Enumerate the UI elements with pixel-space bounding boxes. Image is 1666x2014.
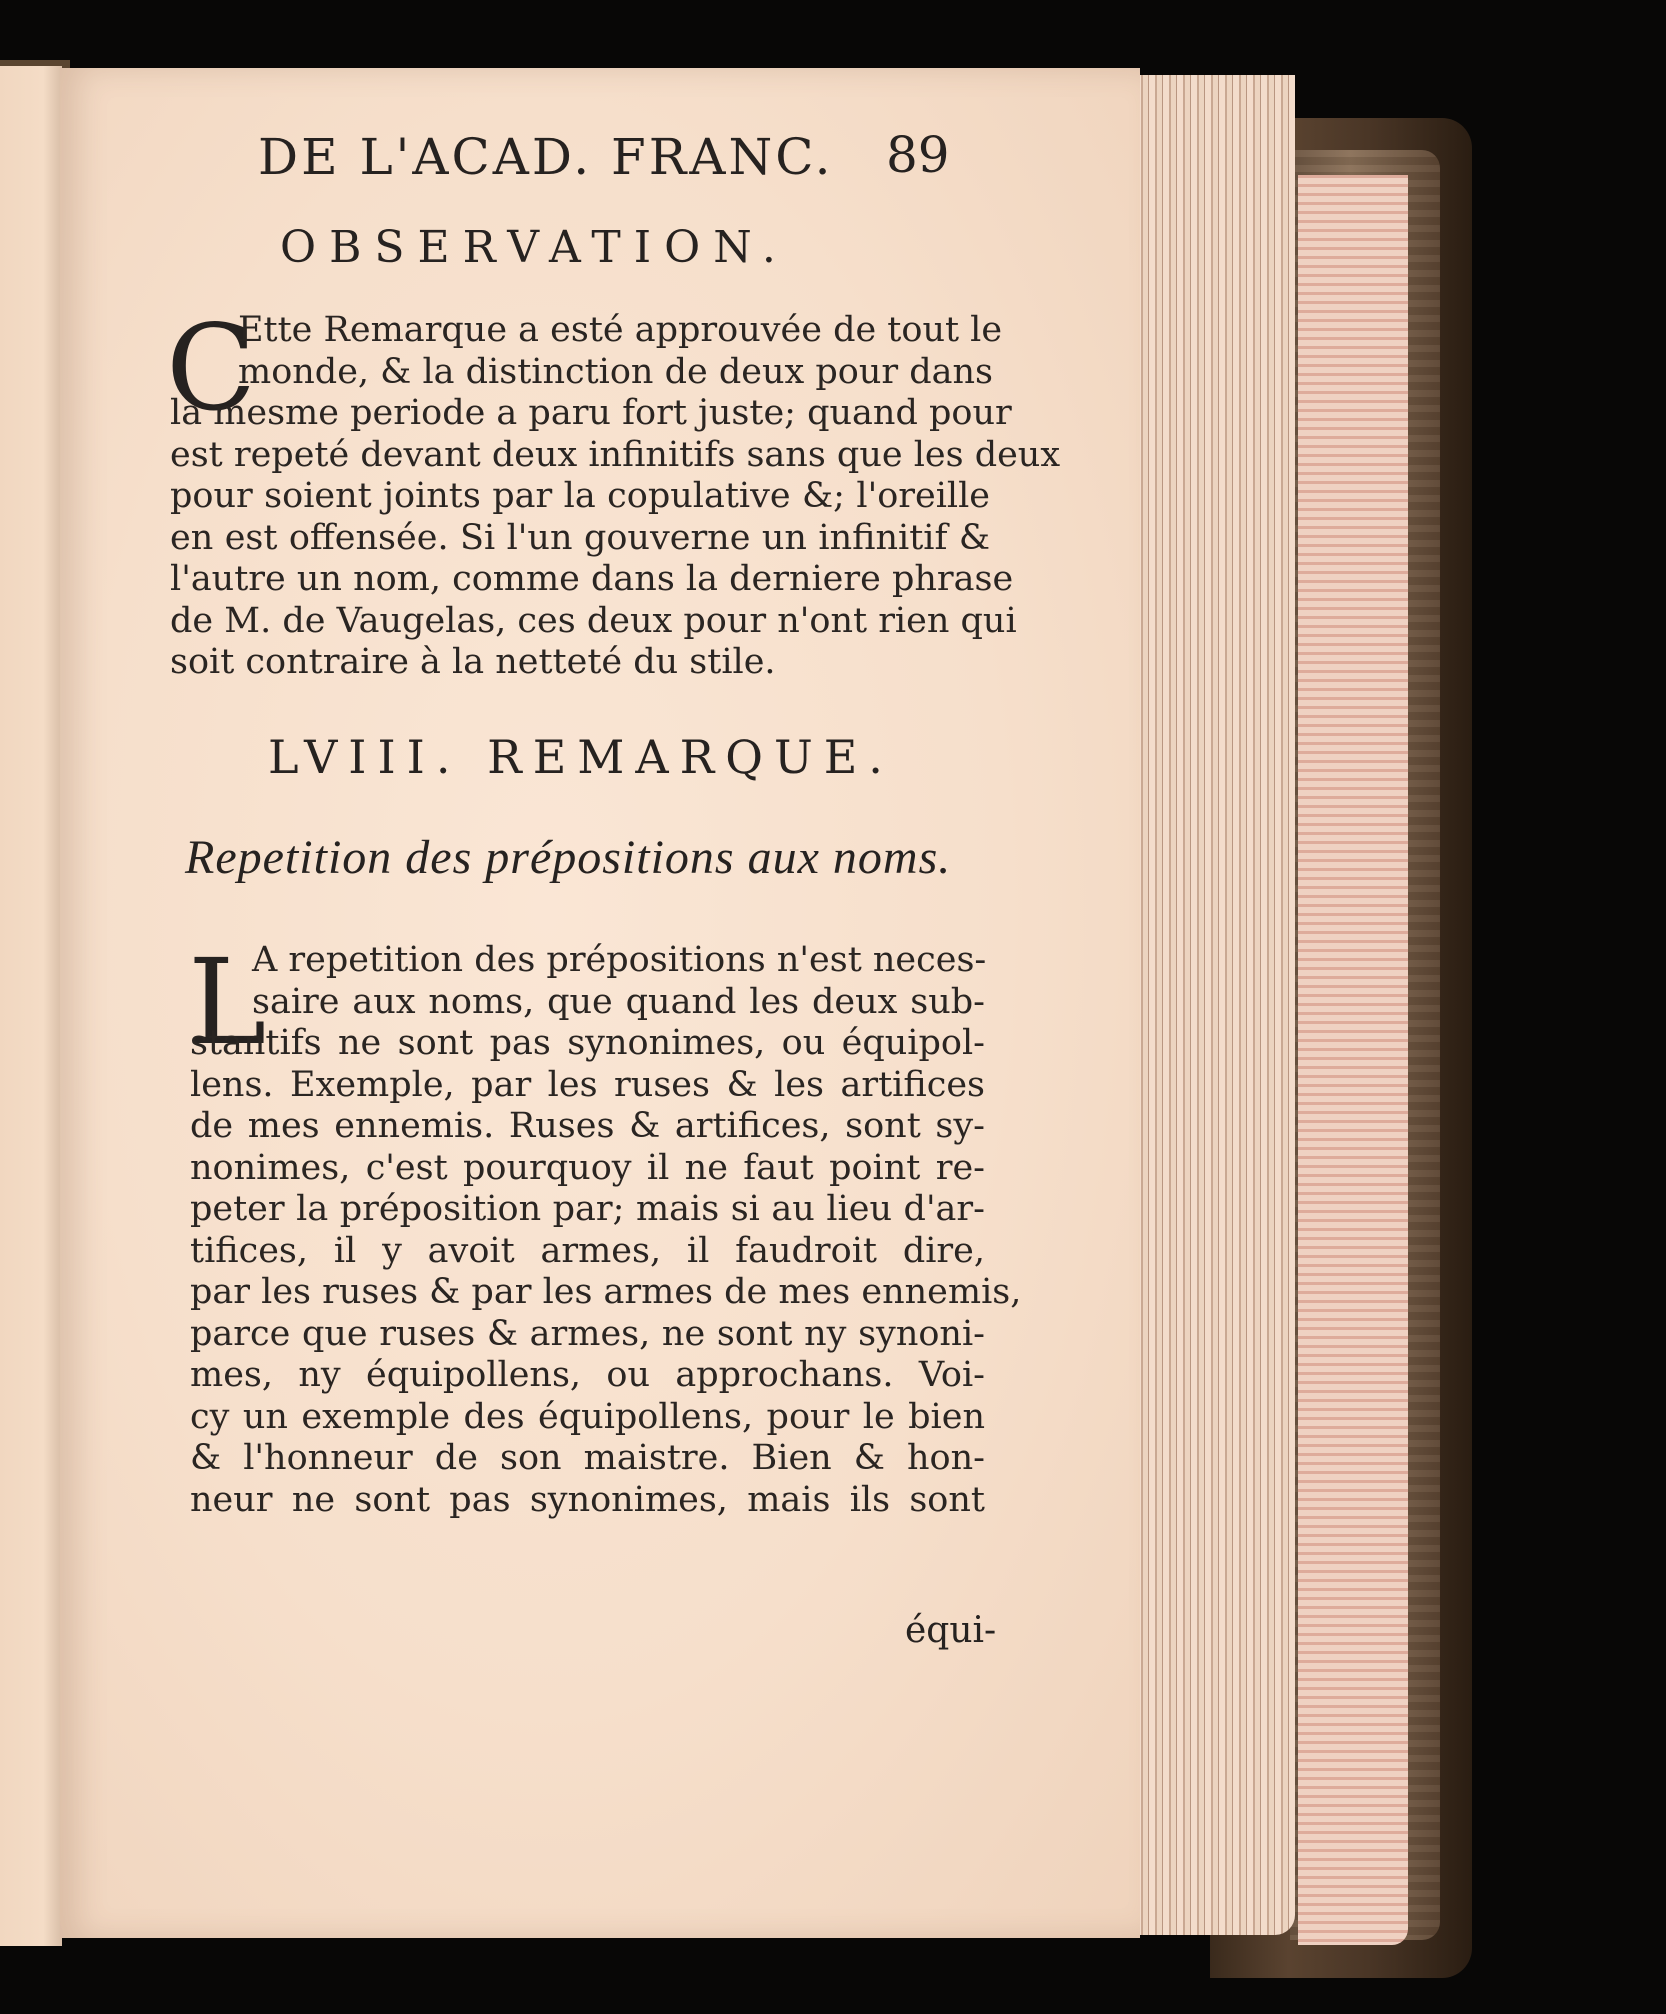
text-line: Ette Remarque a esté approuvée de tout le [238,310,1003,350]
catchword: équi- [905,1610,997,1651]
sprinkled-page-edges [1298,175,1408,1945]
text-line: l'autre un nom, comme dans la derniere phrase [170,559,1014,599]
text-line: pour soient joints par la copulative &; l'oreille [170,476,990,516]
text-line: en est offensée. Si l'un gouverne un infinitif & [170,517,990,558]
text-line: saire aux noms, que quand les deux sub- [252,981,985,1022]
text-line: de mes ennemis. Ruses & artifices, sont sy- [190,1106,985,1146]
left-facing-page [0,66,62,1946]
observation-paragraph [170,310,1061,684]
remarque-drop-cap: L [188,933,267,1071]
observation-drop-cap: C [166,299,257,437]
text-line: & l'honneur de son maistre. Bien & hon- [190,1438,985,1478]
remarque-heading: LVIII. REMARQUE. [268,730,894,784]
text-line: parce que ruses & armes, ne sont ny synoni- [190,1313,985,1354]
text-line: la mesme periode a paru fort juste; quand pour [170,393,1012,433]
text-line: peter la préposition par; mais si au lieu d'ar- [190,1189,985,1229]
remarque-title: Repetition des prépositions aux noms. [185,831,952,884]
text-line: nonimes, c'est pourquoy il ne faut point re- [190,1147,985,1188]
text-line: A repetition des prépositions n'est neces- [252,940,987,980]
text-line: stantifs ne sont pas synonimes, ou équipol- [190,1023,985,1063]
remarque-paragraph [188,933,1022,1521]
text-line: de M. de Vaugelas, ces deux pour n'ont rien qui [170,600,1017,641]
observation-heading: OBSERVATION. [280,222,789,273]
text-line: neur ne sont pas synonimes, mais ils sont [190,1479,985,1520]
text-line: par les ruses & par les armes de mes ennemis, [190,1272,1022,1312]
running-title: DE L'ACAD. FRANC. [258,128,834,186]
text-line: lens. Exemple, par les ruses & les artifices [190,1064,985,1105]
text-line: soit contraire à la netteté du stile. [170,642,776,682]
text-line: mes, ny équipollens, ou approchans. Voi- [190,1355,985,1395]
text-line: tifices, il y avoit armes, il faudroit dire, [190,1230,985,1271]
text-line: cy un exemple des équipollens, pour le bien [190,1396,985,1437]
page-number: 89 [886,126,950,184]
text-line: monde, & la distinction de deux pour dans [238,351,994,392]
text-line: est repeté devant deux infinitifs sans que les deux [170,434,1061,475]
page-block-edges [1135,75,1295,1935]
